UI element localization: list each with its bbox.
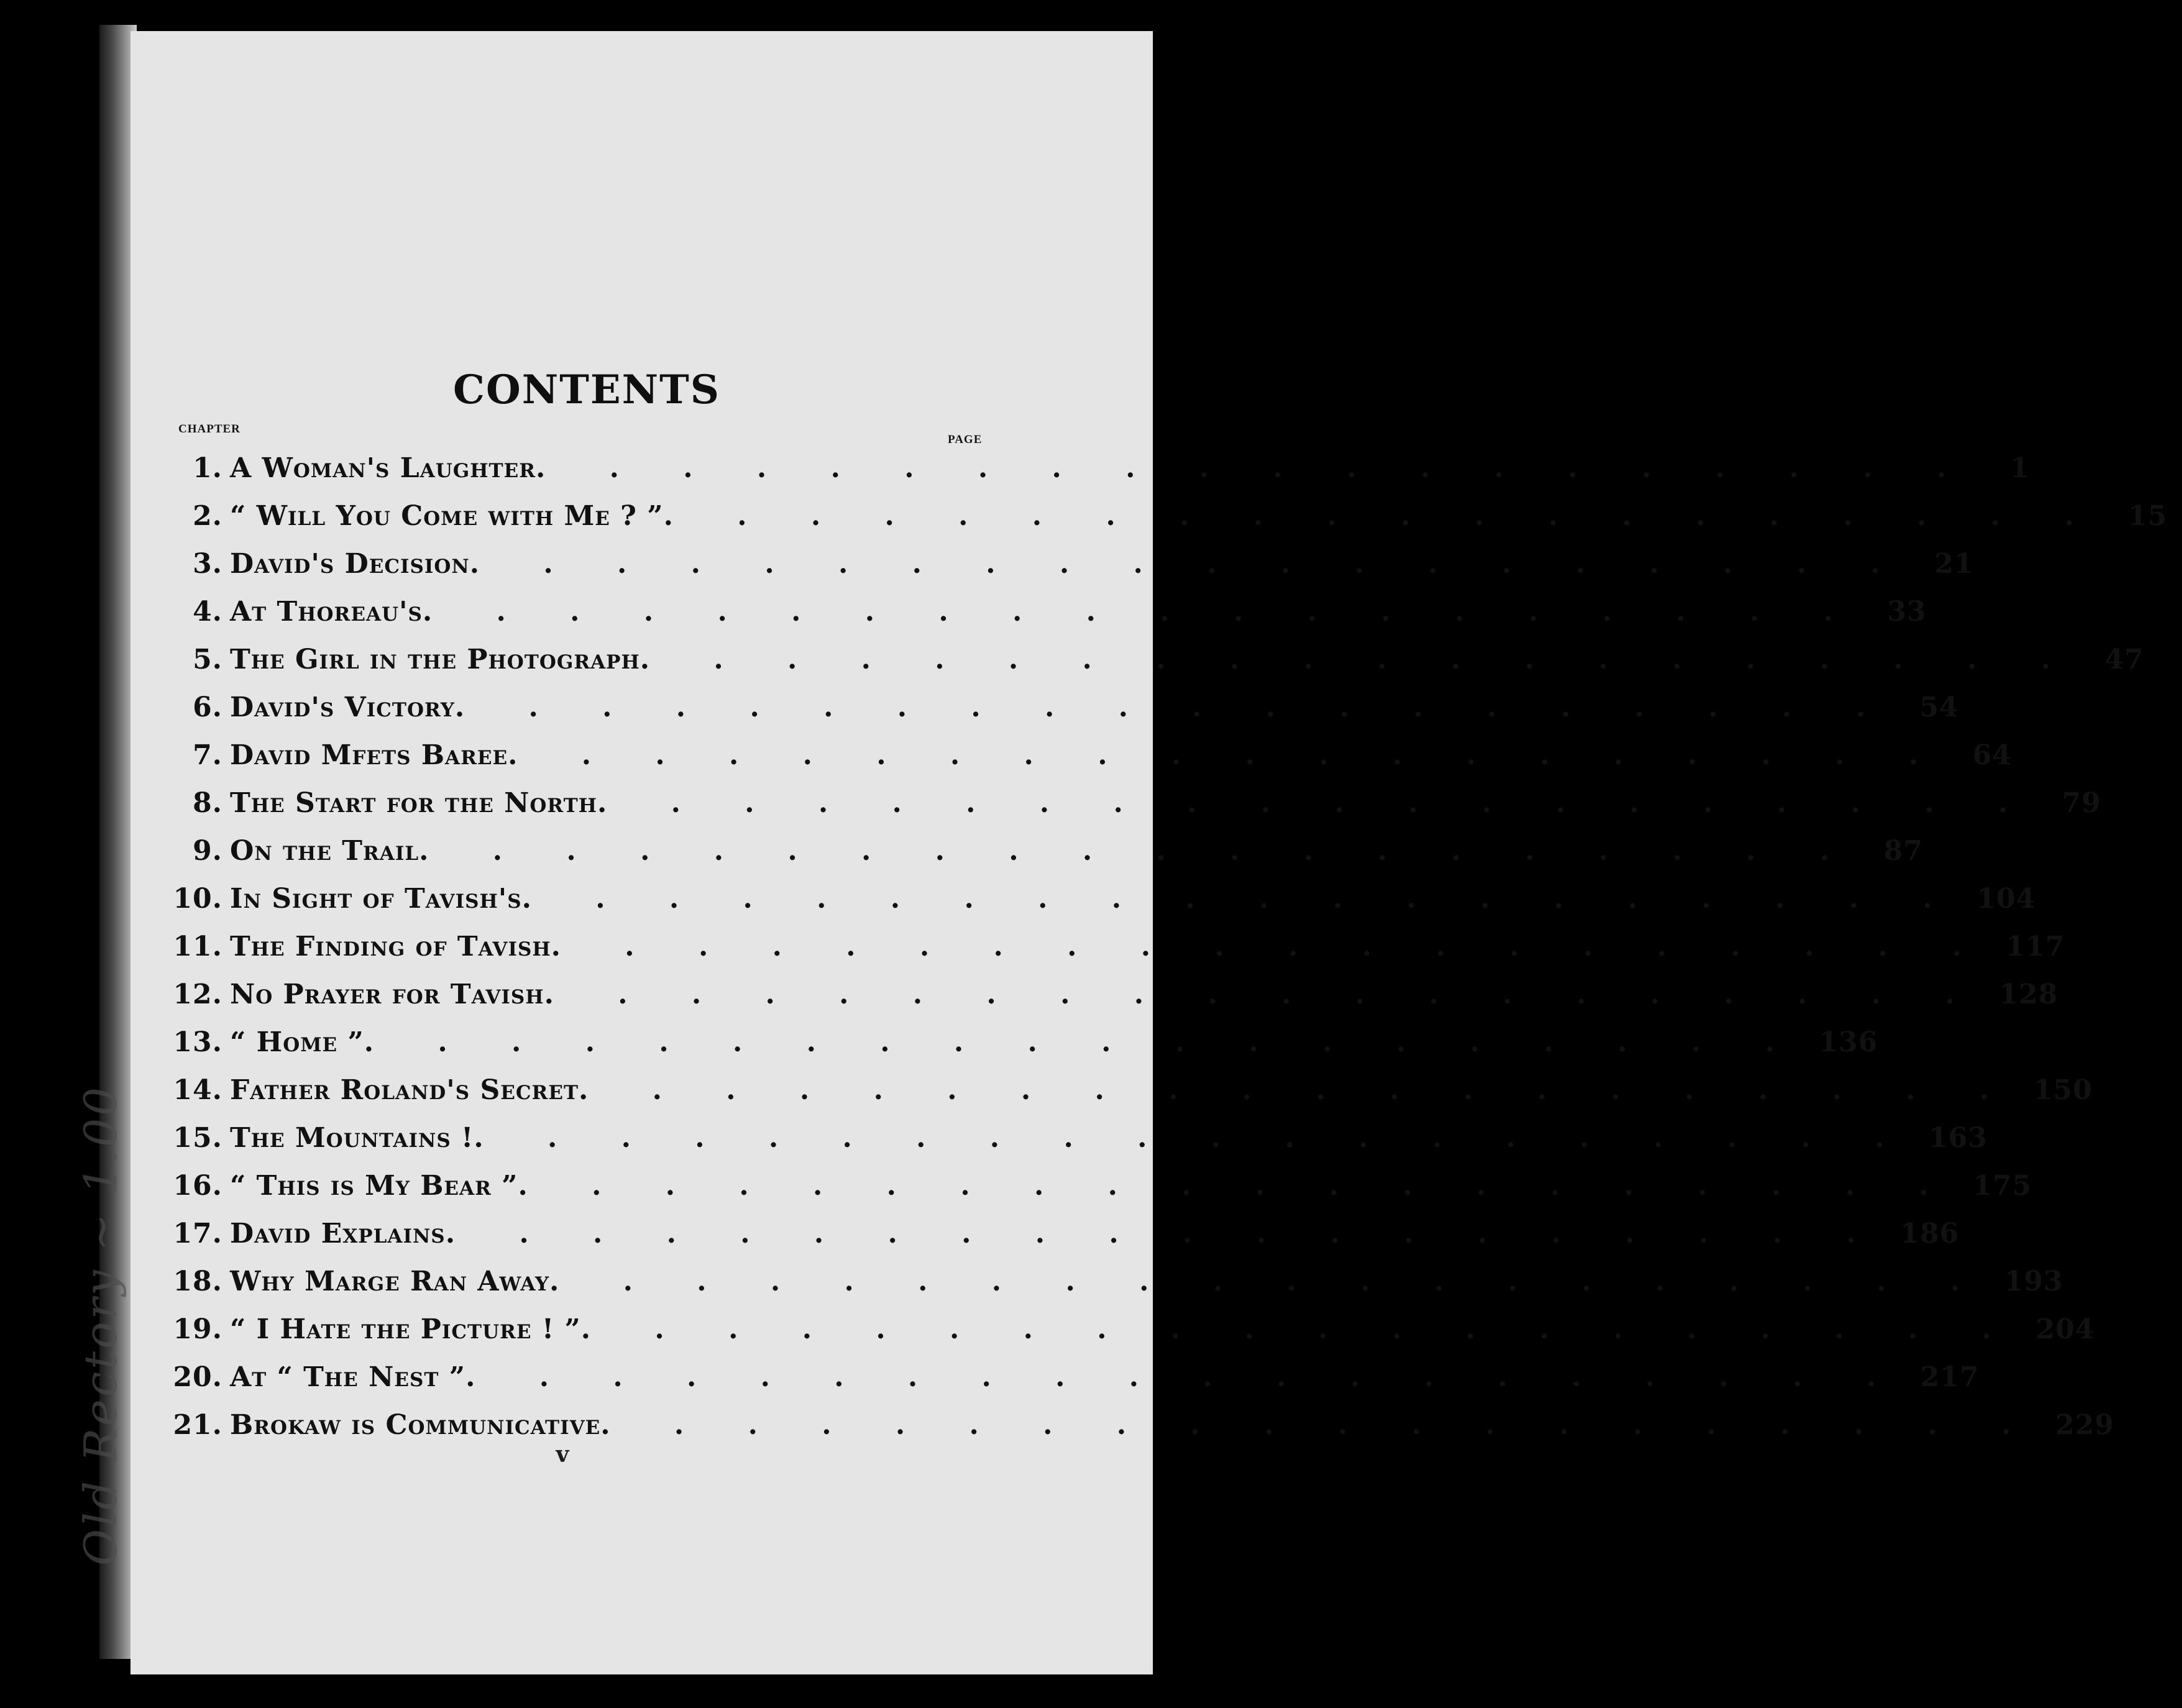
chapter-number: 10.: [173, 883, 222, 915]
page-number: 217: [1920, 1361, 1979, 1393]
dot-leader: . . . . . . . . . . . . . . . . . . . .: [474, 1122, 1912, 1154]
dot-leader: . . . . . . . . . . . . . . . . . . . .: [508, 739, 1946, 771]
chapter-title: David Explains: [230, 1218, 446, 1249]
chapter-number: 20.: [173, 1361, 222, 1393]
page-number: 128: [1999, 979, 2058, 1010]
toc-entry: [155, 636, 2144, 683]
toc-entry: [155, 1018, 1878, 1066]
dot-leader: . . . . . . . . . . . . . . . . . . . .: [422, 596, 1861, 628]
toc-entry: [155, 827, 1923, 875]
toc-entry: [155, 779, 2102, 827]
dot-leader: . . . . . . . . . . . . . . . . . . . .: [549, 1266, 1987, 1297]
chapter-title: The Finding of Tavish: [230, 931, 551, 962]
chapter-number: 11.: [173, 931, 222, 962]
chapter-title: The Mountains !: [230, 1122, 474, 1154]
page-number: 193: [2004, 1266, 2063, 1297]
chapter-number: 2.: [193, 500, 222, 532]
toc-entry: [155, 1353, 1979, 1401]
toc-entry: [155, 875, 2036, 923]
chapter-number: 12.: [173, 979, 222, 1010]
chapter-number: 15.: [173, 1122, 222, 1154]
toc-entry: [155, 1305, 2095, 1353]
dot-leader: . . . . . . . . . . . . . . . . . . . .: [663, 500, 2101, 532]
chapter-number: 17.: [173, 1218, 222, 1249]
page-number: 79: [2061, 787, 2102, 819]
page-number: 163: [1928, 1122, 1988, 1154]
dot-leader: . . . . . . . . . . . . . . . . . . . .: [469, 548, 1908, 580]
toc-entry: [155, 588, 1927, 636]
dot-leader: . . . . . . . . . . . . . . . . . . . .: [454, 692, 1893, 723]
dot-leader: . . . . . . . . . . . . . . . . . . . .: [521, 883, 1960, 915]
chapter-title: “ Home ”: [230, 1026, 364, 1058]
dot-leader: . . . . . . . . . . . . . . . . . . . .: [518, 1170, 1956, 1202]
toc-entry: [155, 1114, 1988, 1162]
page-number: 64: [1972, 739, 2012, 771]
dot-leader: . . . . . . . . . . . . . . . . . . . .: [419, 835, 1857, 867]
toc-entry: [155, 1258, 2063, 1305]
chapter-title: Father Roland's Secret: [230, 1074, 579, 1106]
chapter-number: 19.: [173, 1313, 222, 1345]
dot-leader: . . . . . . . . . . . . . . . . . . . .: [445, 1218, 1884, 1249]
chapter-title: Why Marge Ran Away: [230, 1266, 549, 1297]
page-column-label: PAGE: [948, 433, 983, 446]
chapter-number: 6.: [193, 692, 222, 723]
chapter-title: At “ The Nest ”: [230, 1361, 466, 1393]
chapter-title: David Mfets Baree: [230, 739, 508, 771]
page-number: 15: [2128, 500, 2168, 532]
chapter-number: 21.: [173, 1409, 222, 1441]
dot-leader: . . . . . . . . . . . . . . . . . . . .: [579, 1074, 2017, 1106]
dot-leader: . . . . . . . . . . . . . . . . . . . .: [639, 644, 2078, 675]
chapter-number: 5.: [193, 644, 222, 675]
chapter-title: On the Trail: [230, 835, 419, 867]
dot-leader: . . . . . . . . . . . . . . . . . . . .: [597, 787, 2035, 819]
page-number: 117: [2006, 931, 2065, 962]
page-number: 136: [1818, 1026, 1878, 1058]
toc-entry: [155, 1210, 1960, 1258]
chapter-number: 9.: [193, 835, 222, 867]
chapter-number: 18.: [173, 1266, 222, 1297]
chapter-number: 16.: [173, 1170, 222, 1202]
chapter-title: The Girl in the Photograph: [230, 644, 640, 675]
chapter-title: David's Decision: [230, 548, 470, 580]
chapter-title: In Sight of Tavish's: [230, 883, 522, 915]
chapter-column-label: CHAPTER: [178, 422, 241, 436]
dot-leader: . . . . . . . . . . . . . . . . . . . .: [364, 1026, 1802, 1058]
chapter-number: 13.: [173, 1026, 222, 1058]
chapter-number: 4.: [193, 596, 222, 628]
toc-entry: [155, 731, 2012, 779]
chapter-title: A Woman's Laughter: [230, 452, 536, 484]
page-number: 104: [1976, 883, 2036, 915]
toc-entry: [155, 683, 1959, 731]
page-number: 54: [1919, 692, 1959, 723]
chapter-number: 7.: [193, 739, 222, 771]
chapter-title: At Thoreau's: [230, 596, 423, 628]
chapter-title: Brokaw is Communicative: [230, 1409, 601, 1441]
pencil-inscription: Old Rectory ~ 1.00: [75, 1085, 127, 1566]
dot-leader: . . . . . . . . . . . . . . . . . . . .: [580, 1313, 2019, 1345]
dot-leader: . . . . . . . . . . . . . . . . . . . .: [544, 979, 1983, 1010]
page-number: 204: [2035, 1313, 2095, 1345]
page-number: 33: [1887, 596, 1927, 628]
toc-entry: [155, 923, 2065, 970]
chapter-title: The Start for the North: [230, 787, 597, 819]
dot-leader: . . . . . . . . . . . . . . . . . . . .: [536, 452, 1974, 484]
page-number: 175: [1973, 1170, 2032, 1202]
dot-leader: . . . . . . . . . . . . . . . . . . . .: [551, 931, 1989, 962]
toc-entry: [155, 1162, 2032, 1210]
page-number: 150: [2033, 1074, 2093, 1106]
dot-leader: . . . . . . . . . . . . . . . . . . . .: [600, 1409, 2038, 1441]
page-number: 229: [2055, 1409, 2115, 1441]
chapter-number: 1.: [193, 452, 222, 484]
page-number: 186: [1900, 1218, 1960, 1249]
chapter-title: No Prayer for Tavish: [230, 979, 544, 1010]
toc-entry: [155, 492, 2168, 540]
page-number: 21: [1934, 548, 1974, 580]
dot-leader: . . . . . . . . . . . . . . . . . . . .: [465, 1361, 1904, 1393]
chapter-number: 14.: [173, 1074, 222, 1106]
chapter-title: “ I Hate the Picture ! ”: [230, 1313, 581, 1345]
toc-entry: [155, 540, 1974, 588]
page-number: 1: [2010, 452, 2030, 484]
page-title: CONTENTS: [453, 367, 720, 413]
page-number: 47: [2104, 644, 2144, 675]
table-of-contents: [155, 444, 2168, 1449]
chapter-title: “ Will You Come with Me ? ”: [230, 500, 664, 532]
chapter-title: “ This is My Bear ”: [230, 1170, 518, 1202]
chapter-title: David's Victory: [230, 692, 455, 723]
page-number: 87: [1883, 835, 1923, 867]
toc-entry: [155, 1066, 2093, 1114]
toc-entry: [155, 444, 2030, 492]
page-folio: v: [556, 1441, 569, 1468]
toc-entry: [155, 970, 2058, 1018]
chapter-number: 8.: [193, 787, 222, 819]
chapter-number: 3.: [193, 548, 222, 580]
